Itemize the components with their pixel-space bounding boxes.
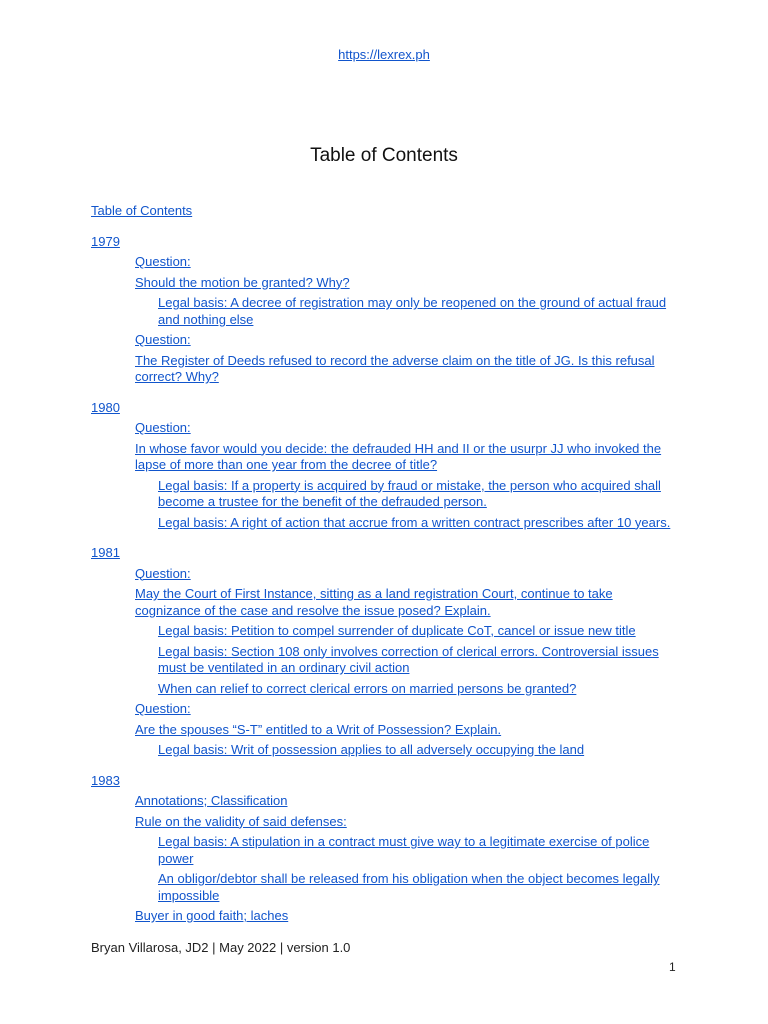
toc-entry[interactable]: Question: bbox=[135, 254, 191, 269]
toc-entry[interactable]: 1983 bbox=[91, 772, 120, 788]
toc-entry[interactable]: Legal basis: A decree of registration may only be reopened on the ground of actual fraud and nothing else bbox=[158, 295, 667, 327]
toc-entry[interactable]: Legal basis: Section 108 only involves correction of clerical errors. Controversial issues must be ventilated in an ordinary civil action bbox=[158, 643, 659, 675]
toc-entry[interactable]: Should the motion be granted? Why? bbox=[135, 274, 350, 290]
footer-text: Bryan Villarosa, JD2 | May 2022 | version 1.0 bbox=[91, 940, 351, 955]
document-title: Table of Contents bbox=[310, 145, 458, 166]
toc-entry[interactable]: Table of Contents bbox=[91, 203, 193, 218]
toc-entry[interactable]: Rule on the validity of said defenses: bbox=[135, 813, 347, 829]
toc-entry[interactable]: Question: bbox=[135, 332, 191, 347]
table-of-contents bbox=[91, 203, 681, 925]
toc-entry[interactable]: Question: bbox=[135, 701, 191, 716]
toc-entry[interactable]: The Register of Deeds refused to record the adverse claim on the title of JG. Is this refusal correct? Why? bbox=[135, 352, 655, 384]
toc-entry[interactable]: May the Court of First Instance, sitting as a land registration Court, continue to take cognizance of the case and resolve the issue posed? Explain. bbox=[135, 586, 613, 618]
toc-entry[interactable]: Question: bbox=[135, 565, 191, 581]
toc-entry[interactable]: 1979 bbox=[91, 233, 120, 249]
toc-entry[interactable]: Legal basis: A stipulation in a contract must give way to a legitimate exercise of police power bbox=[158, 834, 650, 866]
toc-entry[interactable]: 1981 bbox=[91, 545, 120, 560]
toc-entry[interactable]: Question: bbox=[135, 420, 191, 435]
toc-entry[interactable]: Legal basis: A right of action that accrue from a written contract prescribes after 10 years. bbox=[158, 514, 671, 530]
toc-entry[interactable]: In whose favor would you decide: the defrauded HH and II or the usurpr JJ who invoked the lapse of more than one year from the decree of title? bbox=[135, 440, 662, 472]
toc-entry[interactable]: 1980 bbox=[91, 399, 120, 415]
header-link[interactable]: https://lexrex.ph bbox=[338, 47, 430, 62]
toc-entry[interactable]: Legal basis: Writ of possession applies to all adversely occupying the land bbox=[158, 742, 585, 757]
toc-entry[interactable]: An obligor/debtor shall be released from his obligation when the object becomes legally impossible bbox=[158, 871, 660, 903]
toc-entry[interactable]: Buyer in good faith; laches bbox=[135, 908, 289, 923]
toc-entry[interactable]: Legal basis: Petition to compel surrender of duplicate CoT, cancel or issue new title bbox=[158, 623, 636, 638]
toc-entry[interactable]: Legal basis: If a property is acquired by fraud or mistake, the person who acquired shall become a trustee for the benefit of the defrauded person. bbox=[158, 477, 661, 509]
page-number: 1 bbox=[669, 960, 676, 974]
toc-entry[interactable]: Are the spouses “S-T” entitled to a Writ of Possession? Explain. bbox=[135, 721, 502, 737]
toc-entry[interactable]: Annotations; Classification bbox=[135, 793, 288, 808]
toc-entry[interactable]: When can relief to correct clerical errors on married persons be granted? bbox=[158, 680, 577, 696]
